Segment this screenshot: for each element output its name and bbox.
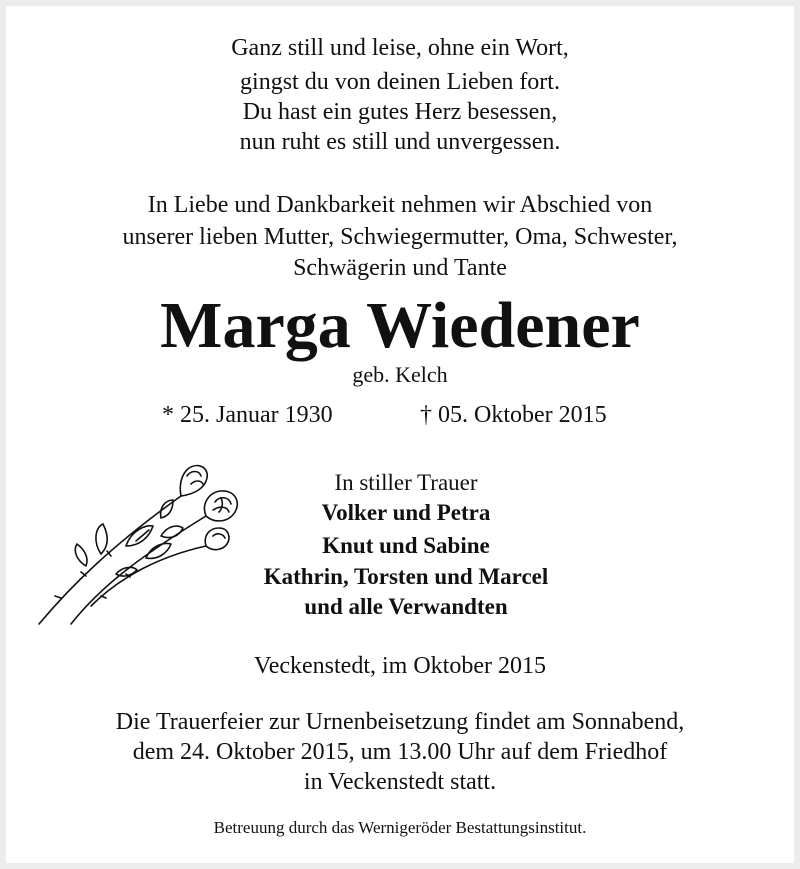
funeral-line: Die Trauerfeier zur Urnenbeisetzung findet am Sonnabend, [115, 709, 685, 735]
poem-line: Du hast ein gutes Herz besessen, [242, 99, 558, 125]
poem-line: gingst du von deinen Lieben fort. [240, 69, 560, 95]
funeral-home-credit: Betreuung durch das Wernigeröder Bestattungsinstitut. [213, 818, 587, 837]
funeral-line: dem 24. Oktober 2015, um 13.00 Uhr auf dem Friedhof [132, 739, 668, 765]
funeral-line: in Veckenstedt statt. [303, 769, 497, 795]
deceased-name: Marga Wiedener [160, 289, 640, 362]
intro-line: In Liebe und Dankbarkeit nehmen wir Abschied von [147, 192, 653, 218]
death-date: † 05. Oktober 2015 [420, 402, 607, 428]
obituary-notice [6, 6, 794, 863]
intro-line: unserer lieben Mutter, Schwiegermutter, Oma, Schwester, [122, 224, 678, 250]
mourner-name: Knut und Sabine [322, 533, 490, 558]
maiden-name: geb. Kelch [352, 362, 448, 387]
mourners-heading: In stiller Trauer [334, 470, 478, 495]
intro-line: Schwägerin und Tante [293, 255, 507, 281]
mourner-name: Kathrin, Torsten und Marcel [263, 564, 549, 589]
birth-date: * 25. Januar 1930 [162, 402, 333, 428]
mourner-name: Volker und Petra [321, 500, 491, 525]
poem-line: nun ruht es still und unvergessen. [239, 129, 561, 155]
place-date: Veckenstedt, im Oktober 2015 [254, 653, 546, 679]
poem-line: Ganz still und leise, ohne ein Wort, [231, 35, 569, 61]
life-dates [6, 401, 794, 431]
mourner-name: und alle Verwandten [304, 594, 508, 619]
